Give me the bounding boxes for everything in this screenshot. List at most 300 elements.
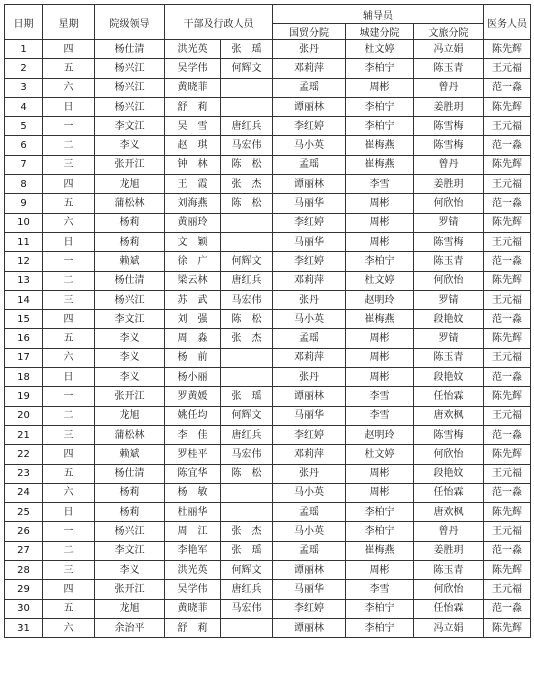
medical-cell: 范一淼 (484, 136, 531, 155)
weekday-cell: 三 (43, 155, 95, 174)
medical-cell: 王元福 (484, 232, 531, 251)
date-cell: 25 (5, 503, 43, 522)
counselor-chengjian-cell: 周彬 (346, 483, 414, 502)
counselor-wenlv-cell: 唐欢枫 (414, 503, 484, 522)
leader-cell: 余治平 (95, 618, 165, 637)
weekday-cell: 六 (43, 78, 95, 97)
medical-cell: 王元福 (484, 406, 531, 425)
counselor-chengjian-cell: 周彬 (346, 78, 414, 97)
counselor-chengjian-cell: 周彬 (346, 561, 414, 580)
counselor-wenlv-cell: 何欣怡 (414, 271, 484, 290)
medical-cell: 陈先辉 (484, 387, 531, 406)
header-counselor-chengjian: 城建分院 (346, 24, 414, 40)
leader-cell: 杨莉 (95, 232, 165, 251)
cadre-cell: 唐红兵 (221, 580, 273, 599)
date-cell: 20 (5, 406, 43, 425)
medical-cell: 范一淼 (484, 310, 531, 329)
date-cell: 9 (5, 194, 43, 213)
weekday-cell: 日 (43, 368, 95, 387)
counselor-wenlv-cell: 陈玉青 (414, 348, 484, 367)
cadre-cell: 舒 莉 (165, 618, 221, 637)
header-medical: 医务人员 (484, 5, 531, 40)
cadre-cell: 唐红兵 (221, 117, 273, 136)
leader-cell: 李义 (95, 561, 165, 580)
counselor-chengjian-cell: 崔梅燕 (346, 310, 414, 329)
counselor-guomao-cell: 马小英 (273, 483, 346, 502)
header-date: 日期 (5, 5, 43, 40)
header-counselor-guomao: 国贸分院 (273, 24, 346, 40)
weekday-cell: 六 (43, 213, 95, 232)
leader-cell: 李义 (95, 368, 165, 387)
date-cell: 3 (5, 78, 43, 97)
leader-cell: 赖斌 (95, 252, 165, 271)
table-row (5, 406, 531, 425)
header-counselors: 辅导员 (273, 5, 484, 24)
leader-cell: 张开江 (95, 155, 165, 174)
weekday-cell: 二 (43, 136, 95, 155)
weekday-cell: 五 (43, 194, 95, 213)
date-cell: 21 (5, 425, 43, 444)
counselor-guomao-cell: 谭丽林 (273, 561, 346, 580)
medical-cell: 王元福 (484, 522, 531, 541)
leader-cell: 李义 (95, 329, 165, 348)
cadre-cell: 舒 莉 (165, 97, 221, 116)
table-row (5, 40, 531, 59)
date-cell: 23 (5, 464, 43, 483)
weekday-cell: 三 (43, 561, 95, 580)
weekday-cell: 日 (43, 503, 95, 522)
counselor-chengjian-cell: 杜文婷 (346, 445, 414, 464)
counselor-wenlv-cell: 任怡霖 (414, 483, 484, 502)
table-row (5, 213, 531, 232)
leader-cell: 李文江 (95, 541, 165, 560)
leader-cell: 杨兴江 (95, 59, 165, 78)
counselor-chengjian-cell: 赵明玲 (346, 290, 414, 309)
date-cell: 29 (5, 580, 43, 599)
counselor-guomao-cell: 孟瑶 (273, 155, 346, 174)
cadre-cell (221, 78, 273, 97)
weekday-cell: 四 (43, 580, 95, 599)
counselor-wenlv-cell: 任怡霖 (414, 387, 484, 406)
cadre-cell: 黄丽玲 (165, 213, 221, 232)
counselor-wenlv-cell: 冯立娟 (414, 40, 484, 59)
counselor-guomao-cell: 马丽华 (273, 194, 346, 213)
cadre-cell: 周 江 (165, 522, 221, 541)
weekday-cell: 四 (43, 40, 95, 59)
cadre-cell: 张 瑶 (221, 387, 273, 406)
counselor-chengjian-cell: 李雪 (346, 387, 414, 406)
counselor-chengjian-cell: 周彬 (346, 194, 414, 213)
counselor-guomao-cell: 张丹 (273, 368, 346, 387)
counselor-guomao-cell: 李红婷 (273, 213, 346, 232)
counselor-guomao-cell: 马小英 (273, 522, 346, 541)
cadre-cell: 陈 松 (221, 310, 273, 329)
date-cell: 12 (5, 252, 43, 271)
counselor-chengjian-cell: 李柏宁 (346, 618, 414, 637)
counselor-guomao-cell: 邓莉萍 (273, 445, 346, 464)
counselor-chengjian-cell: 李柏宁 (346, 117, 414, 136)
date-cell: 6 (5, 136, 43, 155)
date-cell: 5 (5, 117, 43, 136)
cadre-cell: 黄晓菲 (165, 78, 221, 97)
weekday-cell: 二 (43, 406, 95, 425)
counselor-guomao-cell: 马丽华 (273, 232, 346, 251)
cadre-cell: 张 瑶 (221, 541, 273, 560)
date-cell: 17 (5, 348, 43, 367)
counselor-chengjian-cell: 李柏宁 (346, 522, 414, 541)
medical-cell: 陈先辉 (484, 445, 531, 464)
cadre-cell: 马宏伟 (221, 290, 273, 309)
medical-cell: 陈先辉 (484, 155, 531, 174)
counselor-guomao-cell: 邓莉萍 (273, 271, 346, 290)
cadre-cell: 黄晓菲 (165, 599, 221, 618)
counselor-chengjian-cell: 崔梅燕 (346, 541, 414, 560)
counselor-guomao-cell: 孟瑶 (273, 329, 346, 348)
leader-cell: 龙旭 (95, 599, 165, 618)
weekday-cell: 四 (43, 175, 95, 194)
counselor-guomao-cell: 孟瑶 (273, 541, 346, 560)
cadre-cell: 何辉文 (221, 561, 273, 580)
cadre-cell: 陈 松 (221, 464, 273, 483)
header-weekday: 星期 (43, 5, 95, 40)
date-cell: 27 (5, 541, 43, 560)
weekday-cell: 六 (43, 618, 95, 637)
counselor-chengjian-cell: 崔梅燕 (346, 136, 414, 155)
counselor-guomao-cell: 谭丽林 (273, 97, 346, 116)
counselor-wenlv-cell: 何欣怡 (414, 194, 484, 213)
counselor-chengjian-cell: 杜文婷 (346, 40, 414, 59)
counselor-chengjian-cell: 李柏宁 (346, 59, 414, 78)
counselor-wenlv-cell: 陈玉青 (414, 59, 484, 78)
date-cell: 4 (5, 97, 43, 116)
cadre-cell: 李 佳 (165, 425, 221, 444)
leader-cell: 杨莉 (95, 483, 165, 502)
counselor-chengjian-cell: 李柏宁 (346, 599, 414, 618)
cadre-cell: 杨 敏 (165, 483, 221, 502)
cadre-cell: 文 颖 (165, 232, 221, 251)
table-row (5, 117, 531, 136)
counselor-guomao-cell: 邓莉萍 (273, 59, 346, 78)
weekday-cell: 三 (43, 425, 95, 444)
table-row (5, 425, 531, 444)
table-row (5, 348, 531, 367)
medical-cell: 范一淼 (484, 425, 531, 444)
cadre-cell: 马宏伟 (221, 599, 273, 618)
table-row (5, 194, 531, 213)
counselor-wenlv-cell: 罗锖 (414, 213, 484, 232)
leader-cell: 杨仕清 (95, 271, 165, 290)
counselor-guomao-cell: 谭丽林 (273, 387, 346, 406)
counselor-chengjian-cell: 李雪 (346, 406, 414, 425)
leader-cell: 李文江 (95, 310, 165, 329)
counselor-guomao-cell: 谭丽林 (273, 175, 346, 194)
leader-cell: 杨兴江 (95, 290, 165, 309)
table-row (5, 290, 531, 309)
cadre-cell: 杨小丽 (165, 368, 221, 387)
counselor-guomao-cell: 孟瑶 (273, 503, 346, 522)
counselor-wenlv-cell: 段艳妏 (414, 368, 484, 387)
cadre-cell: 何辉文 (221, 406, 273, 425)
table-row (5, 310, 531, 329)
counselor-guomao-cell: 马丽华 (273, 406, 346, 425)
leader-cell: 龙旭 (95, 406, 165, 425)
weekday-cell: 四 (43, 310, 95, 329)
weekday-cell: 五 (43, 59, 95, 78)
counselor-wenlv-cell: 陈雪梅 (414, 425, 484, 444)
leader-cell: 杨仕清 (95, 464, 165, 483)
medical-cell: 陈先辉 (484, 97, 531, 116)
medical-cell: 范一淼 (484, 599, 531, 618)
date-cell: 15 (5, 310, 43, 329)
cadre-cell: 张 杰 (221, 329, 273, 348)
table-row (5, 464, 531, 483)
table-row (5, 522, 531, 541)
table-row (5, 561, 531, 580)
cadre-cell: 罗黄媛 (165, 387, 221, 406)
counselor-guomao-cell: 张丹 (273, 290, 346, 309)
cadre-cell: 陈 松 (221, 155, 273, 174)
table-row (5, 503, 531, 522)
table-row (5, 175, 531, 194)
cadre-cell: 罗桂平 (165, 445, 221, 464)
date-cell: 7 (5, 155, 43, 174)
medical-cell: 王元福 (484, 117, 531, 136)
counselor-wenlv-cell: 段艳妏 (414, 464, 484, 483)
cadre-cell: 周 淼 (165, 329, 221, 348)
date-cell: 10 (5, 213, 43, 232)
table-row (5, 136, 531, 155)
cadre-cell: 何辉文 (221, 252, 273, 271)
cadre-cell (221, 348, 273, 367)
counselor-wenlv-cell: 陈雪梅 (414, 136, 484, 155)
medical-cell: 陈先辉 (484, 329, 531, 348)
counselor-wenlv-cell: 姜胜玥 (414, 175, 484, 194)
counselor-wenlv-cell: 曾丹 (414, 78, 484, 97)
counselor-wenlv-cell: 陈雪梅 (414, 232, 484, 251)
cadre-cell: 唐红兵 (221, 425, 273, 444)
weekday-cell: 二 (43, 541, 95, 560)
leader-cell: 蒲松林 (95, 425, 165, 444)
counselor-chengjian-cell: 李雪 (346, 175, 414, 194)
weekday-cell: 六 (43, 483, 95, 502)
counselor-guomao-cell: 邓莉萍 (273, 348, 346, 367)
medical-cell: 王元福 (484, 59, 531, 78)
cadre-cell: 马宏伟 (221, 136, 273, 155)
cadre-cell: 吴学伟 (165, 59, 221, 78)
medical-cell: 范一淼 (484, 194, 531, 213)
counselor-guomao-cell: 马丽华 (273, 580, 346, 599)
counselor-wenlv-cell: 姜胜玥 (414, 541, 484, 560)
date-cell: 8 (5, 175, 43, 194)
leader-cell: 赖斌 (95, 445, 165, 464)
table-row (5, 599, 531, 618)
cadre-cell: 吴学伟 (165, 580, 221, 599)
leader-cell: 杨兴江 (95, 78, 165, 97)
cadre-cell: 刘海燕 (165, 194, 221, 213)
weekday-cell: 日 (43, 232, 95, 251)
table-row (5, 387, 531, 406)
counselor-chengjian-cell: 李柏宁 (346, 503, 414, 522)
weekday-cell: 五 (43, 464, 95, 483)
table-row (5, 97, 531, 116)
table-row (5, 78, 531, 97)
weekday-cell: 三 (43, 290, 95, 309)
medical-cell: 范一淼 (484, 483, 531, 502)
medical-cell: 陈先辉 (484, 503, 531, 522)
counselor-wenlv-cell: 段艳妏 (414, 310, 484, 329)
cadre-cell (221, 618, 273, 637)
cadre-cell: 李艳军 (165, 541, 221, 560)
date-cell: 26 (5, 522, 43, 541)
medical-cell: 范一淼 (484, 541, 531, 560)
date-cell: 13 (5, 271, 43, 290)
table-row (5, 271, 531, 290)
medical-cell: 王元福 (484, 580, 531, 599)
cadre-cell: 姚任均 (165, 406, 221, 425)
date-cell: 14 (5, 290, 43, 309)
cadre-cell: 何辉文 (221, 59, 273, 78)
leader-cell: 龙旭 (95, 175, 165, 194)
header-counselor-wenlv: 文旅分院 (414, 24, 484, 40)
medical-cell: 陈先辉 (484, 213, 531, 232)
weekday-cell: 一 (43, 252, 95, 271)
date-cell: 28 (5, 561, 43, 580)
counselor-guomao-cell: 马小英 (273, 310, 346, 329)
cadre-cell: 张 杰 (221, 175, 273, 194)
cadre-cell (221, 213, 273, 232)
leader-cell: 李义 (95, 136, 165, 155)
leader-cell: 杨莉 (95, 503, 165, 522)
counselor-wenlv-cell: 何欣怡 (414, 445, 484, 464)
medical-cell: 王元福 (484, 348, 531, 367)
weekday-cell: 四 (43, 445, 95, 464)
cadre-cell: 梁云林 (165, 271, 221, 290)
counselor-guomao-cell: 谭丽林 (273, 618, 346, 637)
cadre-cell: 唐红兵 (221, 271, 273, 290)
counselor-chengjian-cell: 崔梅燕 (346, 155, 414, 174)
cadre-cell: 张 瑶 (221, 40, 273, 59)
counselor-chengjian-cell: 赵明玲 (346, 425, 414, 444)
counselor-chengjian-cell: 周彬 (346, 232, 414, 251)
counselor-wenlv-cell: 曾丹 (414, 155, 484, 174)
cadre-cell: 马宏伟 (221, 445, 273, 464)
weekday-cell: 六 (43, 348, 95, 367)
table-row (5, 155, 531, 174)
counselor-wenlv-cell: 陈玉青 (414, 252, 484, 271)
medical-cell: 范一淼 (484, 78, 531, 97)
date-cell: 24 (5, 483, 43, 502)
cadre-cell: 洪光英 (165, 40, 221, 59)
counselor-chengjian-cell: 李柏宁 (346, 252, 414, 271)
counselor-wenlv-cell: 陈玉青 (414, 561, 484, 580)
counselor-guomao-cell: 李红婷 (273, 117, 346, 136)
table-row (5, 580, 531, 599)
medical-cell: 王元福 (484, 290, 531, 309)
cadre-cell: 赵 琪 (165, 136, 221, 155)
date-cell: 19 (5, 387, 43, 406)
weekday-cell: 五 (43, 599, 95, 618)
counselor-chengjian-cell: 周彬 (346, 213, 414, 232)
weekday-cell: 日 (43, 97, 95, 116)
medical-cell: 王元福 (484, 175, 531, 194)
roster-body (5, 40, 531, 638)
medical-cell: 陈先辉 (484, 40, 531, 59)
cadre-cell: 陈宜华 (165, 464, 221, 483)
counselor-guomao-cell: 马小英 (273, 136, 346, 155)
cadre-cell (221, 483, 273, 502)
counselor-wenlv-cell: 冯立娟 (414, 618, 484, 637)
counselor-chengjian-cell: 周彬 (346, 348, 414, 367)
medical-cell: 王元福 (484, 464, 531, 483)
counselor-chengjian-cell: 李柏宁 (346, 97, 414, 116)
table-row (5, 541, 531, 560)
weekday-cell: 一 (43, 387, 95, 406)
medical-cell: 陈先辉 (484, 618, 531, 637)
cadre-cell: 苏 武 (165, 290, 221, 309)
weekday-cell: 一 (43, 117, 95, 136)
date-cell: 1 (5, 40, 43, 59)
leader-cell: 杨兴江 (95, 522, 165, 541)
table-row (5, 483, 531, 502)
cadre-cell (221, 503, 273, 522)
leader-cell: 蒲松林 (95, 194, 165, 213)
cadre-cell (221, 368, 273, 387)
weekday-cell: 一 (43, 522, 95, 541)
leader-cell: 张开江 (95, 580, 165, 599)
leader-cell: 张开江 (95, 387, 165, 406)
date-cell: 22 (5, 445, 43, 464)
table-row (5, 445, 531, 464)
cadre-cell (221, 97, 273, 116)
weekday-cell: 二 (43, 271, 95, 290)
cadre-cell (221, 232, 273, 251)
date-cell: 11 (5, 232, 43, 251)
counselor-guomao-cell: 李红婷 (273, 599, 346, 618)
cadre-cell: 张 杰 (221, 522, 273, 541)
cadre-cell: 吴 雪 (165, 117, 221, 136)
cadre-cell: 王 霞 (165, 175, 221, 194)
counselor-chengjian-cell: 杜文婷 (346, 271, 414, 290)
table-row (5, 232, 531, 251)
medical-cell: 范一淼 (484, 368, 531, 387)
date-cell: 2 (5, 59, 43, 78)
header-cadres: 干部及行政人员 (165, 5, 273, 40)
leader-cell: 杨兴江 (95, 97, 165, 116)
cadre-cell: 刘 强 (165, 310, 221, 329)
header-leader: 院级领导 (95, 5, 165, 40)
weekday-cell: 五 (43, 329, 95, 348)
counselor-wenlv-cell: 姜胜玥 (414, 97, 484, 116)
cadre-cell: 徐 广 (165, 252, 221, 271)
table-row (5, 618, 531, 637)
counselor-wenlv-cell: 陈雪梅 (414, 117, 484, 136)
counselor-chengjian-cell: 周彬 (346, 464, 414, 483)
date-cell: 18 (5, 368, 43, 387)
duty-roster-table (4, 4, 531, 638)
counselor-chengjian-cell: 周彬 (346, 368, 414, 387)
table-row (5, 252, 531, 271)
date-cell: 16 (5, 329, 43, 348)
counselor-chengjian-cell: 李雪 (346, 580, 414, 599)
date-cell: 31 (5, 618, 43, 637)
counselor-wenlv-cell: 罗锖 (414, 290, 484, 309)
cadre-cell: 钟 林 (165, 155, 221, 174)
counselor-guomao-cell: 孟瑶 (273, 78, 346, 97)
counselor-wenlv-cell: 何欣怡 (414, 580, 484, 599)
medical-cell: 范一淼 (484, 252, 531, 271)
cadre-cell: 洪光英 (165, 561, 221, 580)
leader-cell: 李文江 (95, 117, 165, 136)
